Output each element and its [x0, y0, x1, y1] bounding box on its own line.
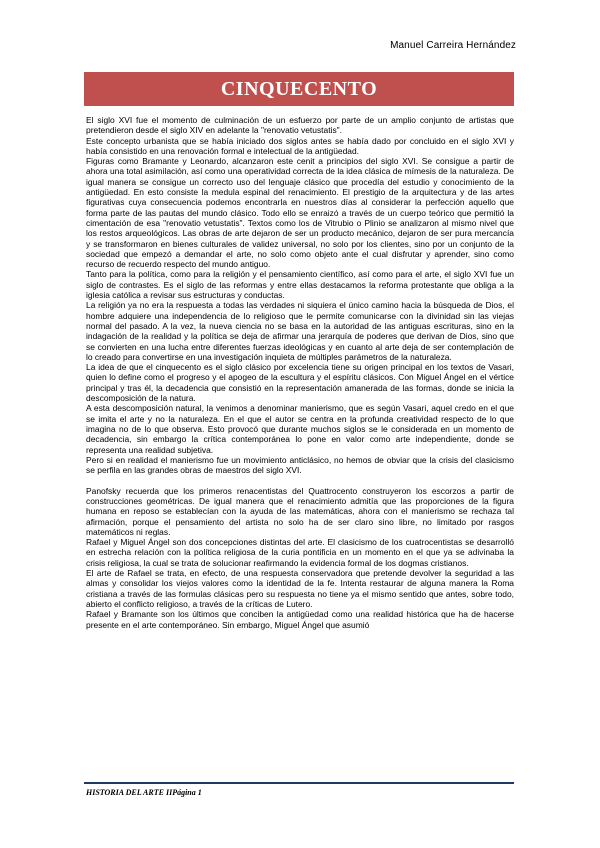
paragraph: Rafael y Miguel Ángel son dos concepciones distintas del arte. El clasicismo de los cuatrocentistas se desarrolló en estrecha relación con la política religiosa de la curia pontificia en un momento en el que ya se adivinaba la crisis religiosa, la cual se trata de solucionar reafirmando la evidencia formal de los dogmas cristianos. [86, 537, 514, 568]
paragraph: El arte de Rafael se trata, en efecto, de una respuesta conservadora que pretende devolver la seguridad a las almas y consolidar los viejos valores como la identidad de la fe. Intenta restaurar de alguna manera la Roma cristiana a través de las formulas clásicas pero su respuesta no tiene ya el mismo sentido que antes, sobre todo, abierto el conflicto religioso, a través de la críticas de Lutero. [86, 568, 514, 609]
page-title: CINQUECENTO [220, 77, 378, 100]
paragraph: A esta descomposición natural, la venimos a denominar manierismo, que es según Vasari, aquel credo en el que se imita el arte y no la naturaleza. En el que el autor se centra en la profunda creatividad respecto de lo que imagina no de lo que observa. Esto provocó que durante muchos siglos se le considerada en un momento de decadencia, sin embargo la crítica contemporánea lo pone en valor como arte independiente, donde se representa una realidad subjetiva. [86, 403, 514, 455]
paragraph: Panofsky recuerda que los primeros renacentistas del Quattrocento construyeron los escorzos a partir de construcciones geométricas. De igual manera que el renacimiento admitía que las proporciones de la figura humana en reposo se establecían con la ayuda de las matemáticas, ahora con el manierismo se rechaza tal afirmación, porque el pensamiento del artista no solo ha de ser claro sino libre, no limitado por rasgos matemáticos ni reglas. [86, 485, 514, 537]
paragraph: Figuras como Bramante y Leonardo, alcanzaron este cenit a principios del siglo XVI. Se consigue a partir de ahora una total asimilación, así como una operatividad correcta de la idea clásica de mímesis de la naturaleza. De igual manera se consigue un correcto uso del lenguaje clásico que procedía del estudio y conocimiento de la antigüedad. En esto consiste la medula espinal del renacimiento. El prestigio de la arquitectura y de las artes figurativas cuya consecuencia podemos encontrarla en nuestros días al considerar la perfección aquello que forma parte de las pautas del mundo clásico. Todo ello se enraizó a través de un cuerpo teórico que permitió la cimentación de esa "renovatio vetustatis". Textos como los de Vitrubio o Plinio se analizaron al mismo nivel que los restos arqueológicos. Las obras de arte dejaron de ser un producto mecánico, dejaron de ser pura mercancía y se transformaron en bienes culturales de validez universal, no solo por los clientes, sino por un conjunto de la sociedad que empezó a demandar el arte, no solo como objeto ante el cual disfrutar y aprender, sino como recurso de recuerdo respecto del mundo antiguo. [86, 156, 514, 270]
paragraph: Este concepto urbanista que se había iniciado dos siglos antes se había dado por concluido en el siglo XVI y había consistido en una renovación formal e intelectual de la antigüedad. [86, 135, 514, 156]
footer-course: HISTORIA DEL ARTE II [86, 788, 173, 797]
paragraph: Tanto para la política, como para la religión y el pensamiento científico, así como para el arte, el siglo XVI fue un siglo de contrastes. Es el siglo de las reformas y entre ellas destacamos la reforma protestante que obliga a la iglesia católica a revisar sus estructuras y conductas. [86, 269, 514, 301]
paragraph: El siglo XVI fue el momento de culminación de un esfuerzo por parte de un amplio conjunto de artistas que pretendieron desde el siglo XIV en adelante la "renovatio vetustatis". [86, 115, 514, 136]
paragraph: La idea de que el cinquecento es el siglo clásico por excelencia tiene su origen principal en los textos de Vasari, quien lo define como el progreso y el apogeo de la escultura y el espíritu clásicos. Con Miguel Ángel en el vértice principal y tras él, la decadencia que consistió en la representación amanerada de las formas, donde se inicia la descomposición de la natura. [86, 362, 514, 404]
header-author: Manuel Carreira Hernández [390, 40, 516, 51]
body-text [86, 115, 514, 630]
footer [86, 788, 202, 797]
paragraph: Rafael y Bramante son los últimos que conciben la antigüedad como una realidad histórica que ha de hacerse presente en el arte contemporáneo. Sin embargo, Miguel Ángel que asumió [86, 609, 514, 630]
footer-rule [84, 782, 514, 784]
footer-page-number: Página 1 [172, 788, 202, 797]
paragraph: La religión ya no era la respuesta a todas las verdades ni siquiera el único camino hacia la búsqueda de Dios, el hombre adquiere una independencia de lo religioso que le permite comunicarse con la divinidad sin las viejas normal del pasado. A la vez, la nueva ciencia no se basa en la autoridad de las antiguas escrituras, sino en la indagación de la realidad y la política se deja de afirmar una jerarquía de poderes que derivan de Dios, sino que se convierten en una lucha entre diferentes fuerzas ideológicas y en cuanto al arte deja de ser contemplación de lo creado para convertirse en una investigación inquieta de múltiples parámetros de la naturaleza. [86, 300, 514, 362]
paragraph: Pero si en realidad el manierismo fue un movimiento anticlásico, no hemos de obviar que la crisis del clasicismo se perfila en las grandes obras de maestros del siglo XVI. [86, 454, 514, 476]
title-banner [84, 72, 514, 106]
